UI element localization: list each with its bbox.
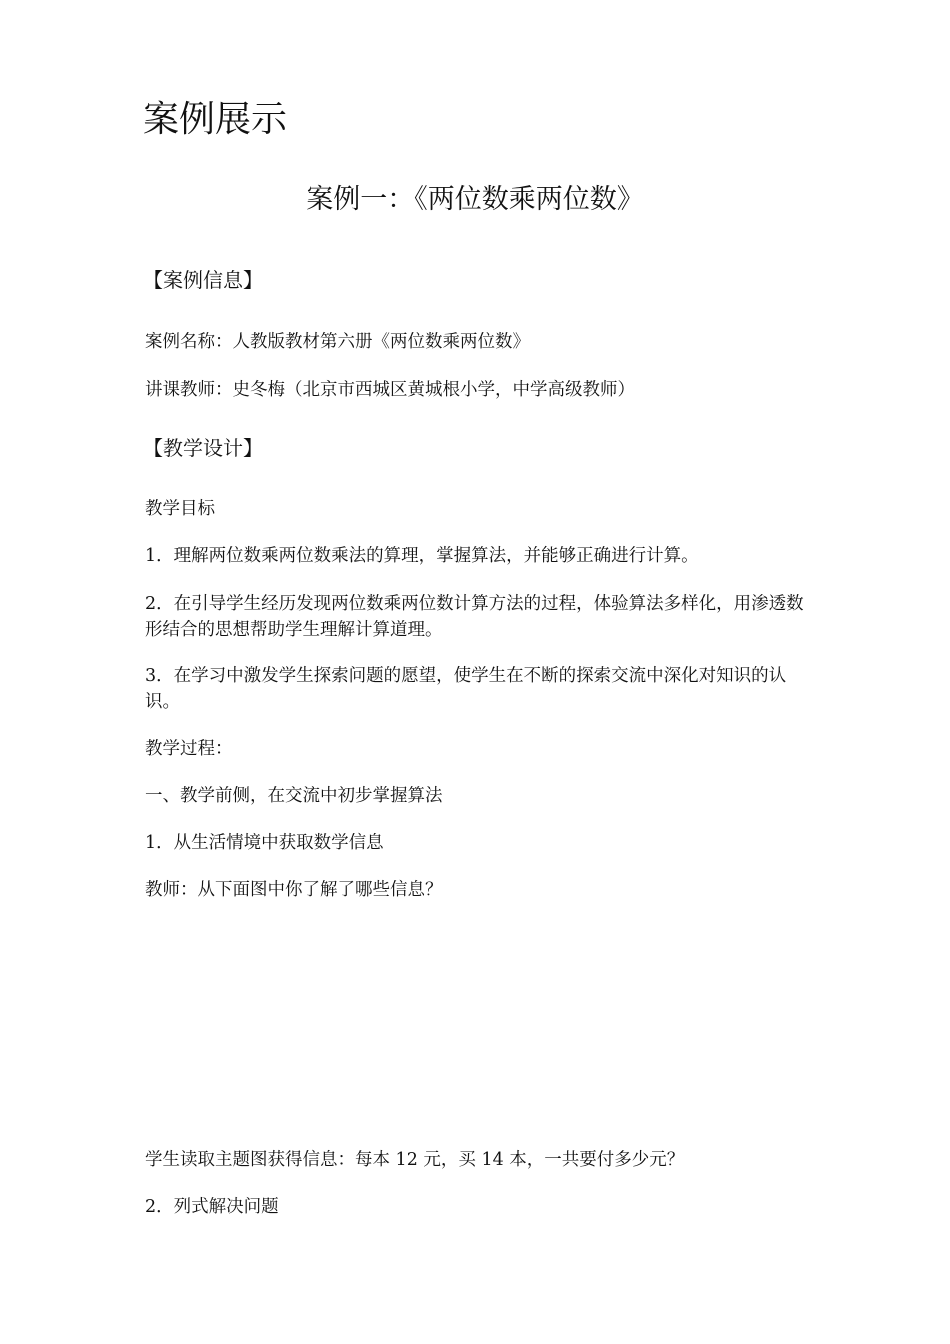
section-heading-case-info: 【案例信息】 (143, 268, 263, 292)
process-heading: 教学过程： (145, 739, 233, 759)
case-name-line: 案例名称：人教版教材第六册《两位数乘两位数》 (145, 332, 530, 352)
goal-item-3: 3．在学习中激发学生探索问题的愿望，使学生在不断的探索交流中深化对知识的认识。 (145, 666, 787, 712)
theme-figure-placeholder (145, 925, 815, 1125)
goal-item-2: 2．在引导学生经历发现两位数乘两位数计算方法的过程，体验算法多样化，用渗透数形结合的思想帮助学生理解计算道理。 (145, 594, 804, 640)
teacher-question: 教师：从下面图中你了解了哪些信息？ (145, 880, 443, 900)
goal-item-1: 1．理解两位数乘两位数乘法的算理，掌握算法，并能够正确进行计算。 (145, 546, 699, 566)
process-step-2: 2．列式解决问题 (145, 1197, 279, 1217)
student-answer: 学生读取主题图获得信息：每本 12 元，买 14 本，一共要付多少元？ (145, 1150, 685, 1170)
goals-heading: 教学目标 (145, 499, 215, 519)
section-heading-teaching-design: 【教学设计】 (143, 436, 263, 460)
process-part-1: 一、教学前侧，在交流中初步掌握算法 (145, 786, 443, 806)
teacher-line: 讲课教师：史冬梅（北京市西城区黄城根小学，中学高级教师） (145, 380, 635, 400)
document-title: 案例展示 (143, 99, 288, 140)
process-step-1: 1．从生活情境中获取数学信息 (145, 833, 384, 853)
case-title: 案例一：《两位数乘两位数》 (306, 184, 644, 215)
